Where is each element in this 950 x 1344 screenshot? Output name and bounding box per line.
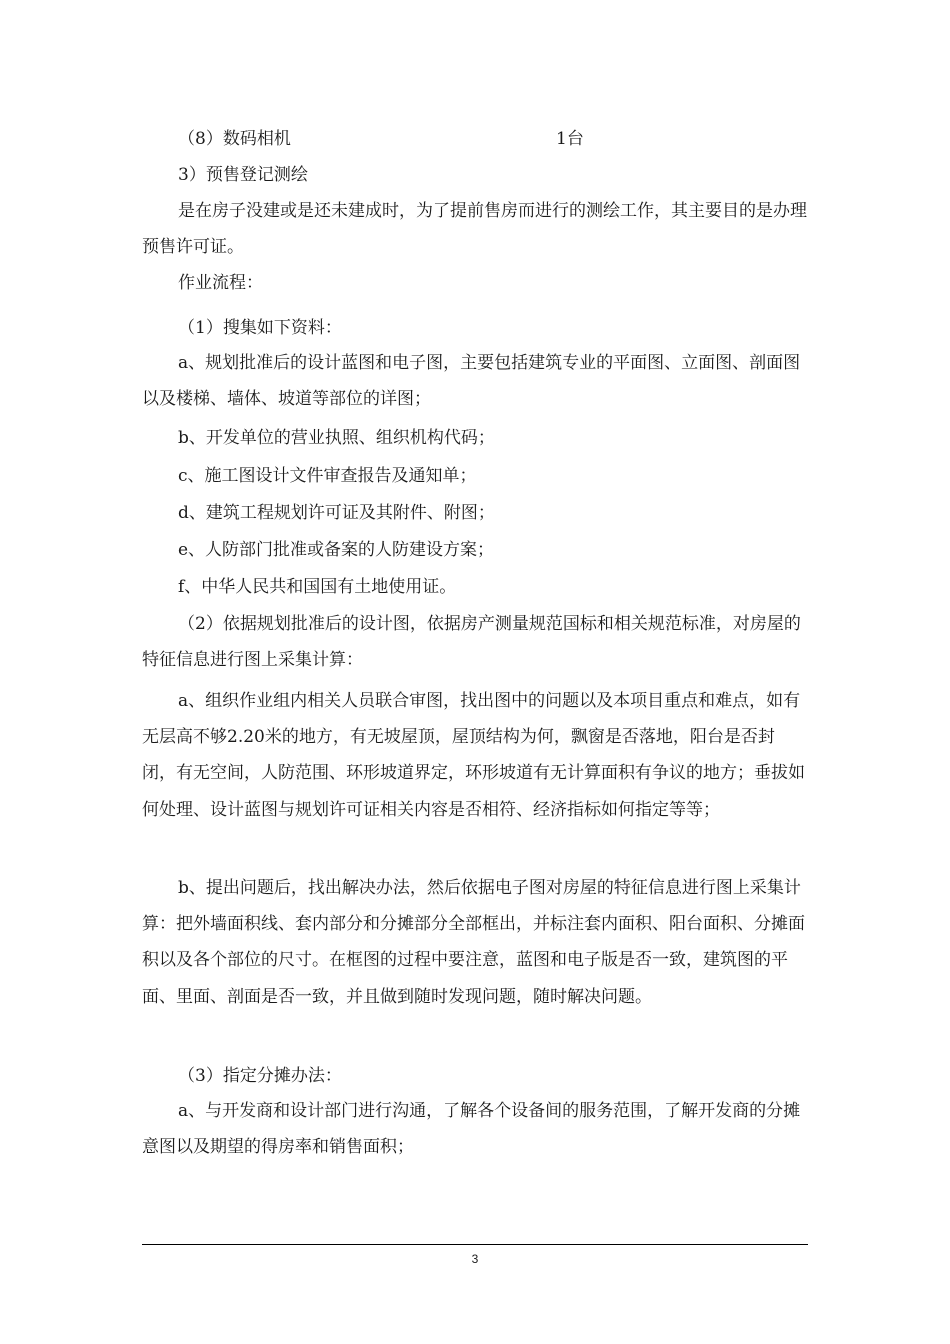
equipment-item-quantity: 1台 — [556, 129, 584, 149]
workflow-heading: 作业流程： — [178, 273, 263, 293]
step1-item-c: c、施工图设计文件审查报告及通知单； — [178, 466, 477, 486]
step1-item-b: b、开发单位的营业执照、组织机构代码； — [178, 428, 495, 448]
step2-item-a: a、组织作业组内相关人员联合审图，找出图中的问题以及本项目重点和难点，如有无层高不够2.20米的地方，有无坡屋顶，屋顶结构为何，飘窗是否落地，阳台是否封闭，有无空间，人防范围、环形坡道界定，环形坡道有无计算面积有争议的地方；垂拔如何处理、设计蓝图与规划许可证相关内容是否相符、经济指标如何指定等等； — [142, 691, 805, 820]
footer-divider — [142, 1244, 808, 1245]
step2-paragraph: （2）依据规划批准后的设计图，依据房产测量规范国标和相关规范标准，对房屋的特征信息进行图上采集计算： — [142, 614, 801, 671]
step1-item-a: a、规划批准后的设计蓝图和电子图，主要包括建筑专业的平面图、立面图、剖面图以及楼梯、墙体、坡道等部位的详图； — [142, 353, 801, 410]
equipment-item-label: （8）数码相机 — [178, 129, 291, 149]
page-number: 3 — [471, 1252, 479, 1266]
paragraph-description: 是在房子没建或是还未建成时，为了提前售房而进行的测绘工作，其主要目的是办理预售许可证。 — [142, 201, 807, 258]
step2-item-b: b、提出问题后，找出解决办法，然后依据电子图对房屋的特征信息进行图上采集计算：把外墙面积线、套内部分和分摊部分全部框出，并标注套内面积、阳台面积、分摊面积以及各个部位的尺寸。在框图的过程中要注意，蓝图和电子版是否一致，建筑图的平面、里面、剖面是否一致，并且做到随时发现问题，随时解决问题。 — [142, 878, 805, 1007]
step3-heading: （3）指定分摊办法： — [178, 1066, 342, 1086]
step1-item-e: e、人防部门批准或备案的人防建设方案； — [178, 540, 495, 560]
section-heading: 3）预售登记测绘 — [178, 165, 308, 185]
step1-heading: （1）搜集如下资料： — [178, 318, 342, 338]
step1-item-f: f、中华人民共和国国有土地使用证。 — [178, 577, 457, 597]
step1-item-d: d、建筑工程规划许可证及其附件、附图； — [178, 503, 495, 523]
step3-item-a: a、与开发商和设计部门进行沟通，了解各个设备间的服务范围，了解开发商的分摊意图以及期望的得房率和销售面积； — [142, 1101, 801, 1158]
